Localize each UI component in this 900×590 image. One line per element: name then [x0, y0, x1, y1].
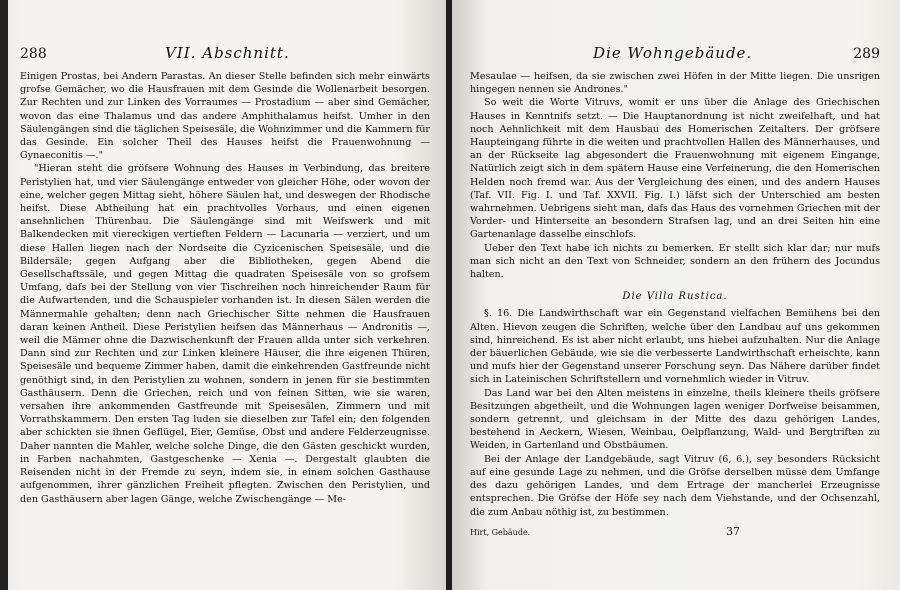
page-number-left: 288: [20, 46, 47, 62]
left-body-text: [20, 70, 430, 506]
chapter-title: VII. Abschnitt.: [165, 44, 290, 62]
paragraph: Ueber den Text habe ich nichts zu bemerken. Er stellt sich klar dar; nur mufs man sich nicht an den Text von Schneider, sondern an den frühern des Jocundus halten.: [470, 242, 880, 281]
right-body-text: [470, 70, 880, 519]
paragraph: §. 16. Die Landwirthschaft war ein Gegenstand vielfachen Bemühens bei den Alten. Hievon zeugen die Schriften, welche über den Landbau auf uns gekommen sind, hinreichend. Es ist aber nicht erlaubt, uns hiebei aufzuhalten. Nur die Anlage der bäuerlichen Gebäude, wie sie die verbesserte Landwirthschaft erheischte, kann und mufs hier der Gegenstand unserer Forschung seyn. Das Nähere darüber findet sich in Lateinischen Schriftstellern und vornehmlich wieder in Vitruv.: [470, 308, 880, 386]
right-page: [452, 0, 900, 590]
paragraph: Bei der Anlage der Landgebäude, sagt Vitruv (6, 6.), sey besonders Rücksicht auf eine gesunde Lage zu nehmen, und die Gröfse derselben müsse dem Umfange des dazu gehörigen Landes, und dem Ertrage der mancherlei Erzeugnisse entsprechen. Die Gröfse der Höfe sey nach dem Viehstande, und der Ochsenzahl, die zum Anbau nöthig ist, zu bestimmen.: [470, 453, 880, 518]
left-page: [0, 0, 446, 590]
page-edge-shadow: [0, 0, 8, 590]
section-title: Die Wohngebäude.: [593, 44, 753, 62]
running-head-left: [20, 44, 430, 66]
paragraph: Mesaulae — heifsen, da sie zwischen zwei Höfen in der Mitte liegen. Die unsrigen hingegen nennen sie Andrones.": [470, 71, 880, 96]
paragraph: "Hieran steht die gröfsere Wohnung des Hauses in Verbindung, das breitere Peristylien hat, und vier Säulengänge entweder von gleicher Höhe, oder wovon der eine, welcher gegen Mittag sieht, höhere Säulen hat, und deswegen der Rhodische heifst. Diese Abtheilung hat ein prachtvolles Vorhaus, und einen eigenen ansehnlichen Thürenbau. Die Säulengänge sind mit Weifswerk und mit Balkendecken mit viereckigen vertieften Feldern — Lacunaria — verziert, und um diese Hallen liegen nach der Nordseite die Cyzicenischen Speisesäle, und die Bildersäle; gegen Aufgang aber die Bibliotheken, gegen Abend die Gesellschaftssäle, und gegen Mittag die quadraten Speisesäle von so grofsem Umfang, dafs bei der Stellung von vier Tischreihen noch hinreichender Raum für die Aufwartenden, und die Schauspieler vorhanden ist. In diesen Sälen werden die Männermahle gehalten; denn nach Griechischer Sitte nehmen die Hausfrauen daran keinen Antheil. Diese Peristylien heifsen das Männerhaus — Andronitis —, weil die Männer ohne die Dazwischenkunft der Frauen allda unter sich verkehren. Dann sind zur Rechten und zur Linken kleinere Häuser, die ihre eigenen Thüren, Speisesäle und bequeme Zimmer haben, damit die einkehrenden Gastfreunde nicht genöthigt sind, in den Peristylien zu wohnen, sondern in jenen für sie bestimmten Gasthäusern. Denn die Griechen, reich und von feinen Sitten, wie sie waren, versahen ihre ankommenden Gastfreunde mit Speisesälen, Zimmern und mit Vorrathskammern. Den ersten Tag luden sie dieselben zur Tafel ein; den folgenden aber schickten sie ihnen Geflügel, Eier, Gemüse, Obst und andere Felderzeugnisse. Daher nannten die Mahler, welche solche Dinge, die den Gästen geschickt wurden, in Farben nachahmten, Gastgeschenke — Xenia —. Dergestalt glaubten die Reisenden nicht in der Fremde zu seyn, indem sie, in einem solchen Gasthause aufgenommen, ihrer gänzlichen Freiheit pflegten. Zwischen den Peristylien, und den Gasthäusern aber lagen Gänge, welche Zwischengänge — Me-: [20, 163, 430, 505]
page-number-right: 289: [853, 46, 880, 62]
paragraph: So weit die Worte Vitruvs, womit er uns über die Anlage des Griechischen Hauses in Kenntnifs setzt. — Die Hauptanordnung ist nicht zweifelhaft, und hat noch Aehnlichkeit mit dem Hausbau des Homerischen Zeitalters. Der gröfsere Haupteingang führte in die weiten und prachtvollen Hallen des Männerhauses, und an der Rückseite lag abgesondert die Frauenwohnung mit eigenem Eingange, Natürlich zeigt sich in dem spätern Hause eine Verfeinerung, die den Homerischen Helden noch fremd war. Aus der Vergleichung des einen, und des andern Hauses (Taf. VII. Fig. I. und Taf. XXVII. Fig. I.) läfst sich der Unterschied am besten wahrnehmen. Uebrigens sieht man, dafs das Haus des vornehmen Griechen mit der Vorder- und Hinterseite an besondern Strafsen lag, und an drei Seiten hin eine Gartenanlage dasselbe einschlofs.: [470, 97, 880, 241]
footer-author-title: Hirt, Gebäude.: [470, 527, 531, 537]
paragraph: Einigen Prostas, bei Andern Parastas. An dieser Stelle befinden sich mehr einwärts grofse Gemächer, wo die Hausfrauen mit dem Gesinde die Wollenarbeit besorgen. Zur Rechten und zur Linken des Vorraumes — Prostadium — aber sind Gemächer, wovon das eine Thalamus und das andere Amphithalamus heifst. Umher in den Säulengängen sind die täglichen Speisesäle, die Wohnzimmer und die Kammern für das Gesinde. Ein solcher Theil des Hauses heifst die Frauenwohnung — Gynaeconitis —.": [20, 71, 430, 162]
paragraph: Das Land war bei den Alten meistens in einzelne, theils kleinere theils gröfsere Besitzungen abgetheilt, und die Wohnungen lagen weniger Dorfweise beisammen, sondern getrennt, und gleichsam in der Mitte des dazu gehörigen Landes, bestehend in Aeckern, Wiesen, Weinbau, Oelpflanzung, Wald- und Bergtriften zu Weiden, in Gartenland und Obstbäumen.: [470, 387, 880, 452]
page-footer: [470, 525, 880, 538]
signature-mark: 37: [726, 524, 740, 538]
section-heading: Die Villa Rustica.: [622, 291, 728, 303]
running-head-right: [470, 44, 880, 66]
